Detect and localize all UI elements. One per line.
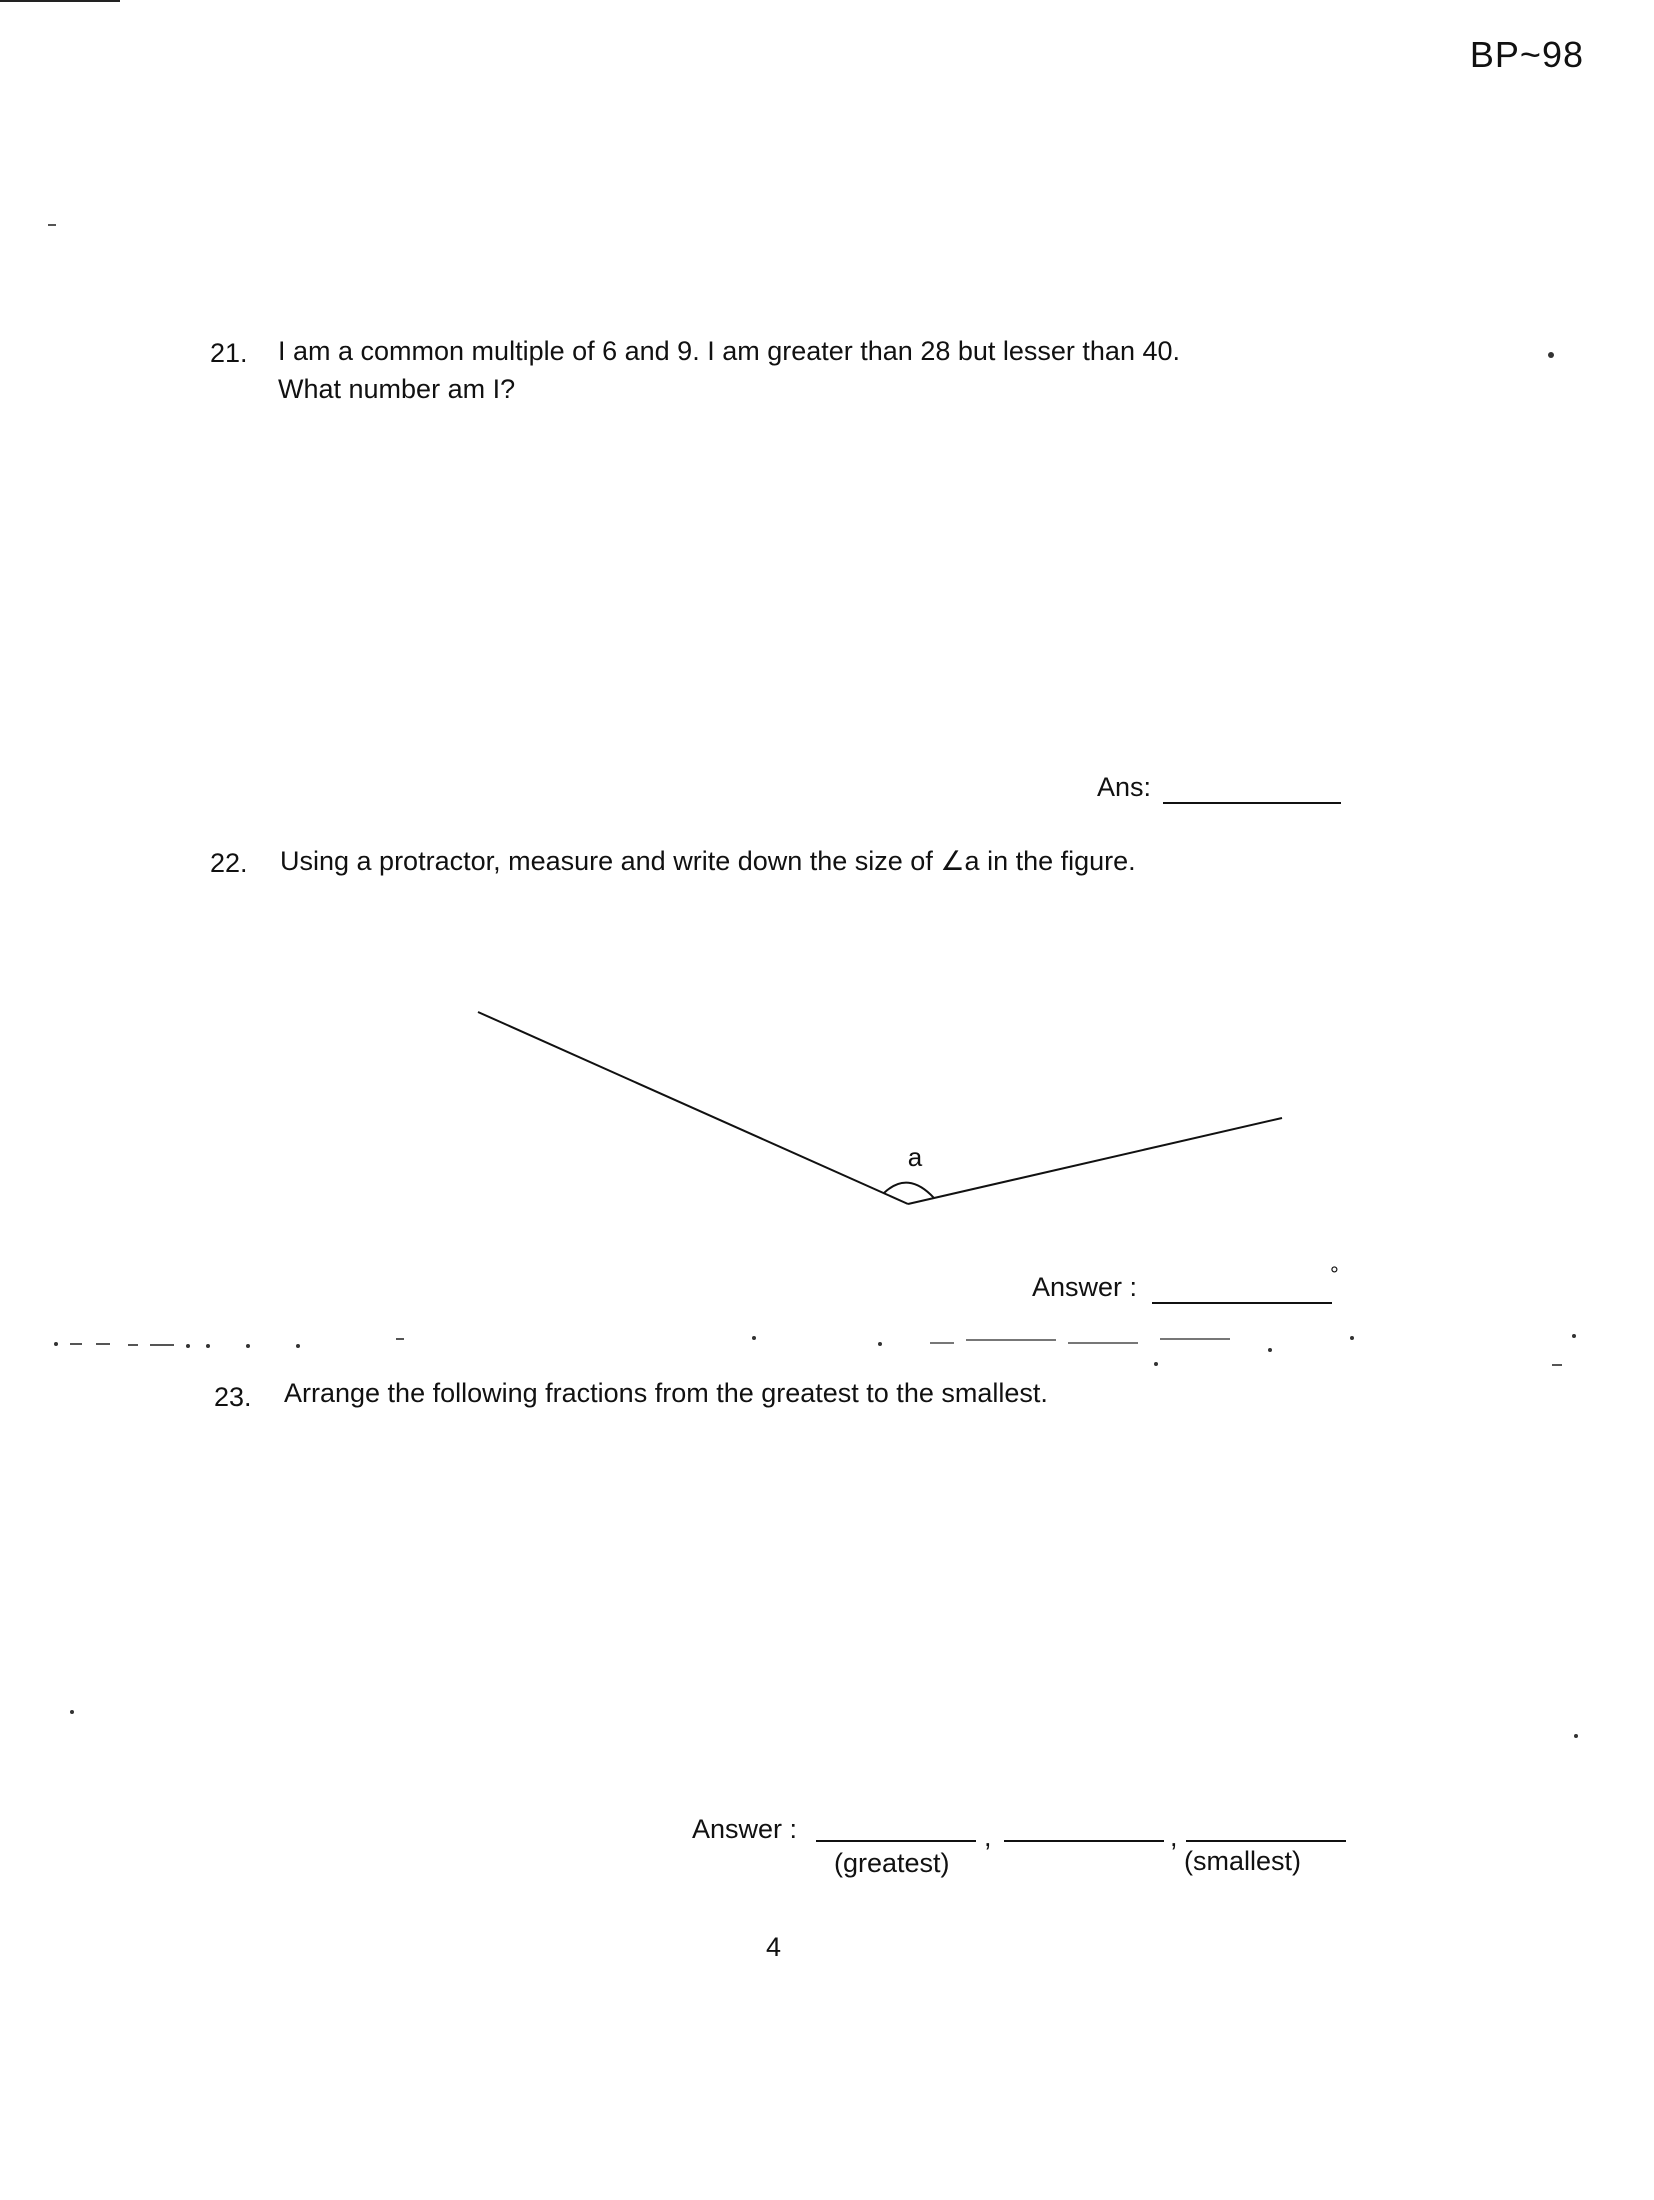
caption-greatest: (greatest) bbox=[834, 1848, 950, 1878]
scan-dash bbox=[930, 1342, 954, 1344]
scan-dash bbox=[128, 1344, 138, 1346]
caption-smallest: (smallest) bbox=[1184, 1846, 1302, 1876]
question-23-separator: , bbox=[1170, 1822, 1178, 1852]
scan-dash bbox=[396, 1338, 404, 1340]
scan-speck bbox=[1268, 1348, 1272, 1352]
question-23-blank-middle[interactable] bbox=[1004, 1840, 1164, 1842]
scan-speck bbox=[54, 1342, 58, 1346]
question-21-answer-blank[interactable] bbox=[1163, 802, 1341, 804]
question-21-line-1: I am a common multiple of 6 and 9. I am greater than 28 but lesser than 40. bbox=[278, 336, 1180, 366]
scan-speck bbox=[1154, 1362, 1158, 1366]
question-23-separator: , bbox=[984, 1822, 992, 1852]
question-23-text: Arrange the following fractions from the greatest to the smallest. bbox=[284, 1378, 1048, 1408]
scan-speck bbox=[206, 1344, 210, 1348]
angle-arm-left bbox=[478, 1012, 908, 1204]
question-22-answer-label: Answer : bbox=[1032, 1272, 1138, 1302]
scan-speck bbox=[70, 1710, 74, 1714]
question-22-text-end: a in the figure. bbox=[964, 846, 1136, 876]
question-23-blank-greatest[interactable] bbox=[816, 1840, 976, 1842]
angle-figure bbox=[470, 1000, 1300, 1240]
scan-speck bbox=[296, 1344, 300, 1348]
scan-dash bbox=[96, 1343, 110, 1345]
scan-speck bbox=[1572, 1334, 1576, 1338]
question-21-text bbox=[278, 332, 1180, 408]
angle-label: a bbox=[907, 1142, 923, 1172]
scan-dash bbox=[70, 1343, 82, 1345]
scan-speck bbox=[246, 1344, 250, 1348]
question-23-answer-label: Answer : bbox=[692, 1814, 798, 1844]
scan-speck bbox=[878, 1342, 882, 1346]
page-number: 4 bbox=[766, 1932, 782, 1962]
scan-dash bbox=[150, 1344, 174, 1346]
page-code: BP~98 bbox=[1469, 34, 1584, 75]
degree-symbol: ° bbox=[1330, 1262, 1339, 1287]
scan-dash bbox=[48, 224, 56, 226]
scan-speck bbox=[1574, 1734, 1578, 1738]
top-edge-rule bbox=[0, 0, 120, 2]
question-22-answer-blank[interactable] bbox=[1152, 1302, 1332, 1304]
angle-arm-right bbox=[908, 1118, 1282, 1204]
scan-dash bbox=[966, 1339, 1056, 1341]
scan-speck bbox=[186, 1344, 190, 1348]
angle-symbol-icon: ∠ bbox=[940, 846, 965, 876]
scan-speck bbox=[1350, 1336, 1354, 1340]
question-22-text-start: Using a protractor, measure and write down the size of bbox=[280, 846, 941, 876]
question-21-answer-label: Ans: bbox=[1097, 772, 1152, 802]
question-22-number: 22. bbox=[210, 848, 248, 878]
scan-dash bbox=[1552, 1364, 1562, 1366]
question-21-line-2: What number am I? bbox=[278, 374, 516, 404]
scan-speck bbox=[1548, 352, 1554, 358]
question-23-blank-smallest[interactable] bbox=[1186, 1840, 1346, 1842]
question-23-number: 23. bbox=[214, 1382, 252, 1412]
scan-speck bbox=[752, 1336, 756, 1340]
question-22-text bbox=[280, 842, 1136, 880]
scan-dash bbox=[1160, 1338, 1230, 1340]
question-21-number: 21. bbox=[210, 338, 248, 368]
scan-dash bbox=[1068, 1342, 1138, 1344]
